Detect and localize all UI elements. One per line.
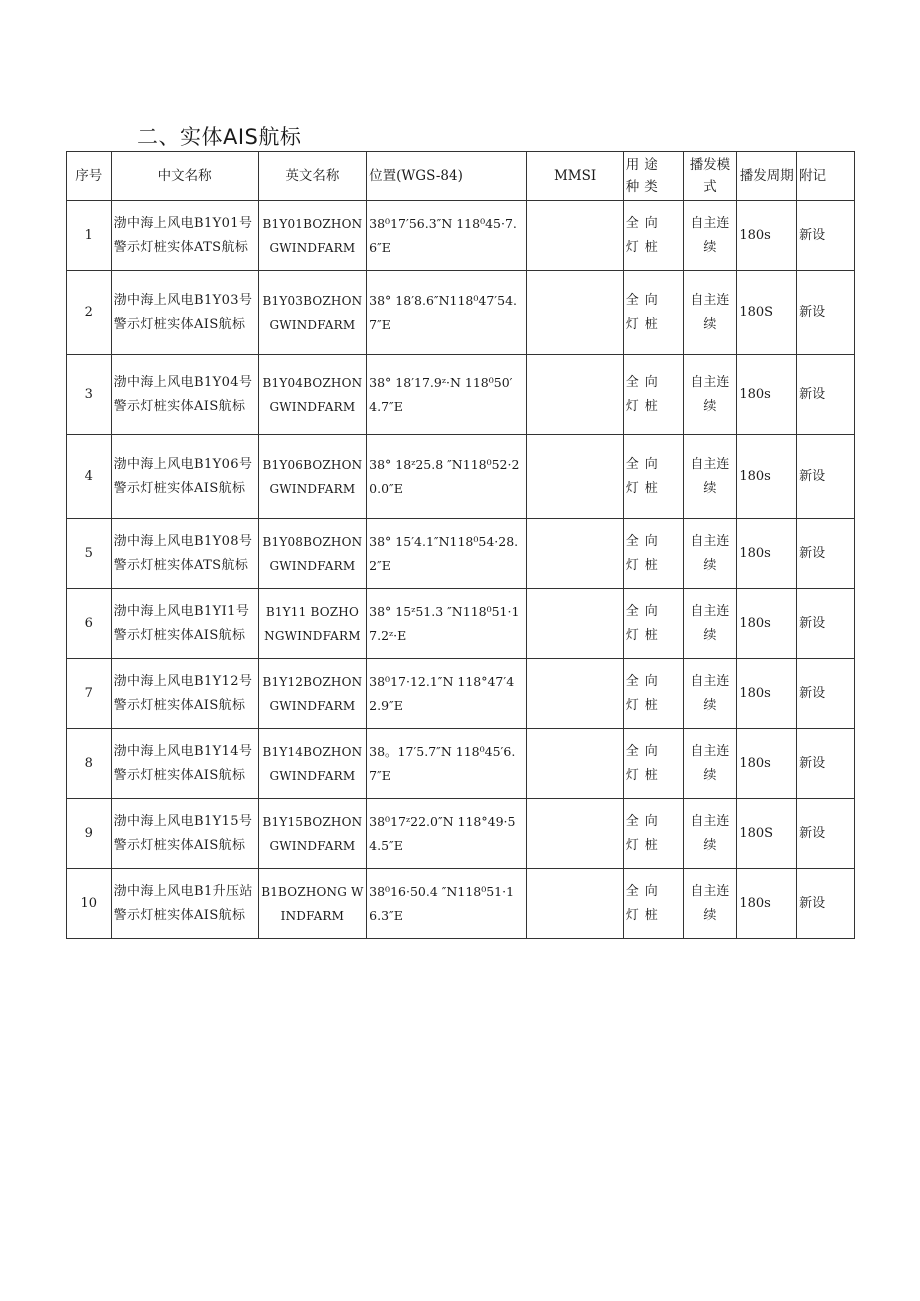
header-mmsi: MMSI [527,152,623,201]
broadcast-cycle-cell [737,271,797,355]
cn-name-cell-text: 渤中海上风电B1Y14号警示灯桩实体AIS航标 [113,743,253,783]
broadcast-mode-cell-text: 自主连续 [690,533,730,573]
en-name-cell-text: B1Y12BOZHONGWINDFARM [262,674,363,713]
broadcast-mode-cell [683,519,737,589]
note-cell [797,869,855,939]
use-type-cell [623,729,683,799]
row-number-text: 4 [84,468,93,484]
header-use-type: 用途种类 [623,152,683,201]
broadcast-cycle-cell-text: 180s [739,755,771,771]
row-number [67,799,112,869]
header-no: 序号 [67,152,112,201]
en-name-cell-text: B1Y15BOZHONGWINDFARM [262,814,363,853]
row-number [67,355,112,435]
ais-beacon-table [66,151,855,939]
row-number-text: 10 [80,895,98,911]
cn-name-cell [111,519,258,589]
row-number-text: 7 [84,685,93,701]
broadcast-mode-cell [683,201,737,271]
note-cell-text: 新设 [799,615,826,631]
position-cell [367,271,527,355]
note-cell [797,659,855,729]
table-row [67,201,855,271]
mmsi-cell [527,435,623,519]
cn-name-cell [111,435,258,519]
en-name-cell-text: B1Y08BOZHONGWINDFARM [262,534,363,573]
en-name-cell-text: B1Y06BOZHONGWINDFARM [262,457,363,496]
position-cell [367,201,527,271]
header-en-name: 英文名称 [258,152,367,201]
cn-name-cell-text: 渤中海上风电B1Y08号警示灯桩实体ATS航标 [113,533,253,573]
position-cell [367,519,527,589]
broadcast-mode-cell-text: 自主连续 [690,292,730,332]
en-name-cell-text: B1Y04BOZHONGWINDFARM [262,375,363,414]
note-cell-text: 新设 [799,755,826,771]
cn-name-cell [111,271,258,355]
position-cell [367,589,527,659]
row-number-text: 5 [84,545,93,561]
table-row [67,355,855,435]
broadcast-mode-cell-text: 自主连续 [690,603,730,643]
row-number [67,729,112,799]
note-cell [797,435,855,519]
broadcast-cycle-cell-text: 180s [739,615,771,631]
broadcast-cycle-cell [737,659,797,729]
broadcast-mode-cell [683,799,737,869]
use-type-cell [623,435,683,519]
row-number-text: 6 [84,615,93,631]
position-cell-text: 38° 15ᶻ51.3 ″N118⁰51·17.2ᶻ·E [369,603,520,643]
note-cell-text: 新设 [799,545,826,561]
broadcast-mode-cell-text: 自主连续 [690,456,730,496]
use-type-cell [623,201,683,271]
broadcast-cycle-cell-text: 180s [739,386,771,402]
use-type-cell-text: 全向灯桩 [625,456,664,496]
header-cn-name: 中文名称 [111,152,258,201]
broadcast-mode-cell [683,435,737,519]
mmsi-cell [527,869,623,939]
cn-name-cell-text: 渤中海上风电B1YI1号警示灯桩实体AIS航标 [113,603,250,643]
en-name-cell [258,869,367,939]
note-cell-text: 新设 [799,227,826,243]
cn-name-cell [111,201,258,271]
cn-name-cell-text: 渤中海上风电B1Y12号警示灯桩实体AIS航标 [113,673,253,713]
broadcast-cycle-cell-text: 180S [739,825,774,841]
use-type-cell [623,659,683,729]
broadcast-mode-cell [683,589,737,659]
broadcast-mode-cell-text: 自主连续 [690,215,730,255]
cn-name-cell [111,869,258,939]
position-cell [367,659,527,729]
table-row [67,519,855,589]
broadcast-cycle-cell [737,201,797,271]
broadcast-mode-cell [683,355,737,435]
broadcast-mode-cell-text: 自主连续 [690,374,730,414]
row-number-text: 9 [84,825,93,841]
cn-name-cell-text: 渤中海上风电B1Y06号警示灯桩实体AIS航标 [113,456,253,496]
cn-name-cell-text: 渤中海上风电B1Y04号警示灯桩实体AIS航标 [113,374,253,414]
cn-name-cell [111,729,258,799]
use-type-cell [623,869,683,939]
mmsi-cell [527,519,623,589]
position-cell [367,729,527,799]
broadcast-cycle-cell-text: 180s [739,545,771,561]
broadcast-cycle-cell-text: 180s [739,685,771,701]
position-cell-text: 38° 18′8.6″N118⁰47′54.7″E [369,292,518,332]
broadcast-mode-cell-text: 自主连续 [690,813,730,853]
position-cell-text: 38⁰17ᶻ22.0″N 118°49·54.5″E [369,813,516,853]
row-number [67,519,112,589]
row-number [67,589,112,659]
table-header-row [67,152,855,201]
broadcast-cycle-cell [737,799,797,869]
note-cell [797,355,855,435]
note-cell [797,271,855,355]
en-name-cell [258,355,367,435]
table-row [67,589,855,659]
broadcast-mode-cell [683,659,737,729]
en-name-cell-text: B1Y03BOZHONGWINDFARM [262,293,363,332]
table-row [67,729,855,799]
use-type-cell-text: 全向灯桩 [625,883,664,923]
mmsi-cell [527,271,623,355]
broadcast-mode-cell-text: 自主连续 [690,673,730,713]
en-name-cell [258,729,367,799]
en-name-cell-text: B1Y01BOZHONGWINDFARM [262,216,363,255]
broadcast-mode-cell-text: 自主连续 [690,743,730,783]
broadcast-mode-cell [683,729,737,799]
position-cell [367,435,527,519]
cn-name-cell [111,659,258,729]
row-number [67,869,112,939]
use-type-cell [623,355,683,435]
mmsi-cell [527,589,623,659]
note-cell-text: 新设 [799,304,826,320]
table-row [67,799,855,869]
use-type-cell [623,519,683,589]
broadcast-cycle-cell-text: 180S [739,304,774,320]
en-name-cell-text: B1BOZHONG WINDFARM [261,884,364,923]
en-name-cell [258,201,367,271]
broadcast-cycle-cell-text: 180s [739,895,771,911]
table-row [67,869,855,939]
mmsi-cell [527,355,623,435]
row-number-text: 8 [84,755,93,771]
broadcast-mode-cell [683,271,737,355]
note-cell-text: 新设 [799,468,826,484]
use-type-cell-text: 全向灯桩 [625,813,664,853]
broadcast-cycle-cell [737,355,797,435]
note-cell-text: 新设 [799,685,826,701]
broadcast-cycle-cell [737,729,797,799]
use-type-cell-text: 全向灯桩 [625,374,664,414]
cn-name-cell [111,799,258,869]
note-cell-text: 新设 [799,895,826,911]
row-number-text: 2 [84,304,93,320]
position-cell-text: 38° 18′17.9ᶻ·N 118⁰50′4.7″E [369,374,513,414]
header-note: 附记 [797,152,855,201]
cn-name-cell-text: 渤中海上风电B1Y01号警示灯桩实体ATS航标 [113,215,253,255]
mmsi-cell [527,799,623,869]
use-type-cell-text: 全向灯桩 [625,215,664,255]
en-name-cell [258,589,367,659]
row-number [67,271,112,355]
position-cell [367,355,527,435]
use-type-cell [623,271,683,355]
row-number [67,659,112,729]
note-cell-text: 新设 [799,825,826,841]
use-type-cell-text: 全向灯桩 [625,743,664,783]
position-cell-text: 38⁰17′56.3″N 118⁰45·7.6″E [369,215,517,255]
use-type-cell-text: 全向灯桩 [625,533,664,573]
en-name-cell [258,435,367,519]
broadcast-mode-cell [683,869,737,939]
en-name-cell-text: B1Y11 BOZHONGWINDFARM [264,604,361,643]
position-cell-text: 38⁰16·50.4 ″N118⁰51·16.3″E [369,883,515,923]
en-name-cell-text: B1Y14BOZHONGWINDFARM [262,744,363,783]
mmsi-cell [527,201,623,271]
table-body [67,201,855,939]
broadcast-cycle-cell-text: 180s [739,468,771,484]
use-type-cell-text: 全向灯桩 [625,292,664,332]
en-name-cell [258,659,367,729]
broadcast-cycle-cell [737,519,797,589]
mmsi-cell [527,729,623,799]
position-cell-text: 38° 15′4.1″N118⁰54·28.2″E [369,533,519,573]
note-cell [797,201,855,271]
header-broadcast-mode: 播发模式 [683,152,737,201]
table-row [67,435,855,519]
broadcast-cycle-cell [737,435,797,519]
row-number-text: 1 [84,227,93,243]
table-row [67,271,855,355]
position-cell [367,869,527,939]
mmsi-cell [527,659,623,729]
broadcast-cycle-cell-text: 180s [739,227,771,243]
en-name-cell [258,799,367,869]
row-number [67,435,112,519]
en-name-cell [258,519,367,589]
row-number-text: 3 [84,386,93,402]
use-type-cell-text: 全向灯桩 [625,673,664,713]
note-cell [797,519,855,589]
position-cell-text: 38。17′5.7″N 118⁰45′6.7″E [369,743,516,783]
cn-name-cell [111,355,258,435]
table-row [67,659,855,729]
broadcast-cycle-cell [737,869,797,939]
use-type-cell [623,799,683,869]
note-cell [797,799,855,869]
note-cell [797,729,855,799]
note-cell [797,589,855,659]
section-title: 二、实体AIS航标 [137,125,302,149]
position-cell-text: 38⁰17·12.1″N 118°47′42.9″E [369,673,515,713]
position-cell [367,799,527,869]
header-position: 位置(WGS-84) [367,152,527,201]
use-type-cell [623,589,683,659]
use-type-cell-text: 全向灯桩 [625,603,664,643]
broadcast-mode-cell-text: 自主连续 [690,883,730,923]
broadcast-cycle-cell [737,589,797,659]
cn-name-cell [111,589,258,659]
cn-name-cell-text: 渤中海上风电B1Y15号警示灯桩实体AIS航标 [113,813,253,853]
note-cell-text: 新设 [799,386,826,402]
row-number [67,201,112,271]
header-broadcast-cycle: 播发周期 [737,152,797,201]
cn-name-cell-text: 渤中海上风电B1Y03号警示灯桩实体AIS航标 [113,292,253,332]
en-name-cell [258,271,367,355]
cn-name-cell-text: 渤中海上风电B1升压站警示灯桩实体AIS航标 [113,883,253,923]
position-cell-text: 38° 18ᶻ25.8 ″N118⁰52·20.0″E [369,456,520,496]
